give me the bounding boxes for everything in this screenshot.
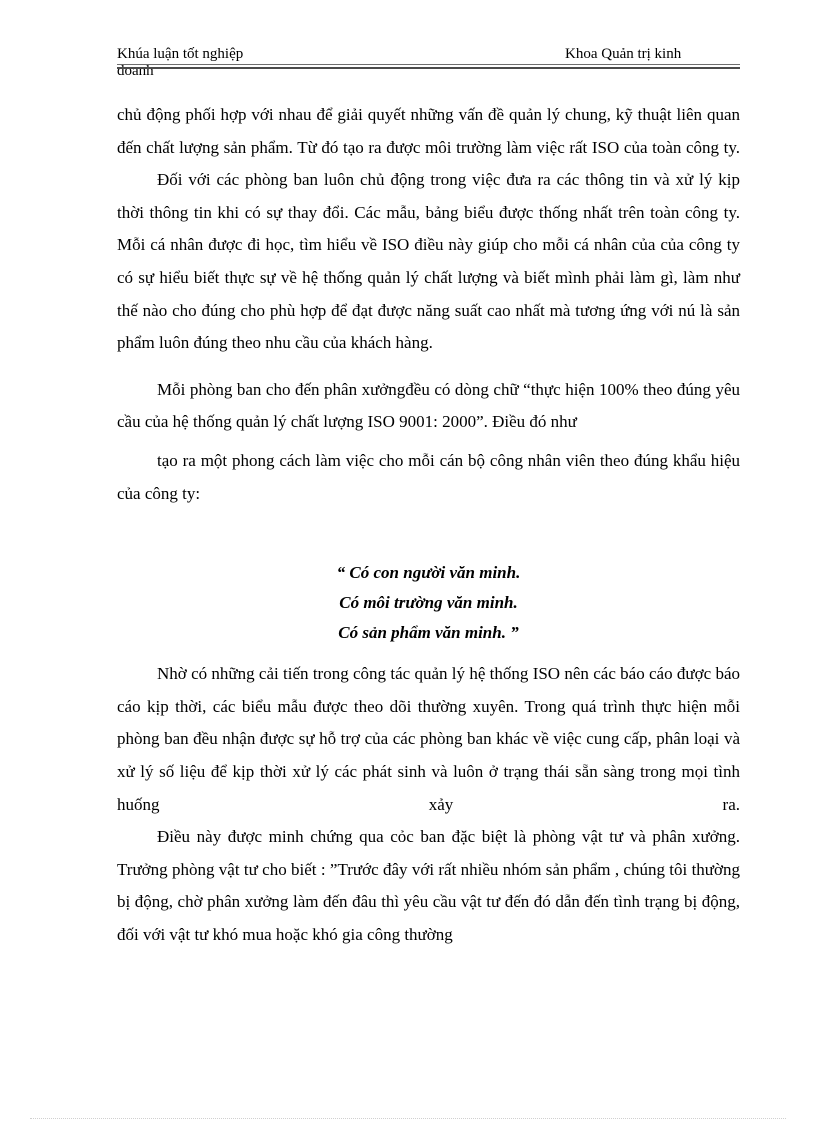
document-body xyxy=(117,99,740,951)
paragraph-5: Nhờ có những cải tiến trong công tác quản lý hệ thống ISO nên các báo cáo được báo cáo kịp thời, các biểu mẫu được theo dõi thường xuyên. Trong quá trình thực hiện mỗi phòng ban đều nhận được sự hỗ trợ của các phòng ban khác về việc cung cấp, phân loại và xử lý số liệu để kịp thời xử lý các phát sinh và luôn ở trạng thái sẵn sàng trong mọi tình huống xảy ra. xyxy=(117,664,740,814)
footer-divider xyxy=(30,1118,786,1119)
slogan-line-1: “ Có con người văn minh. xyxy=(336,563,521,583)
company-slogan xyxy=(117,558,740,648)
paragraph-2: Đối với các phòng ban luôn chủ động trong việc đưa ra các thông tin và xử lý kịp thời thông tin khi có sự thay đổi. Các mẫu, bảng biểu được thống nhất trên toàn công ty. Mỗi cá nhân được đi học, tìm hiểu về ISO điều này giúp cho mỗi cá nhân của của công ty có sự hiểu biết thực sự về hệ thống quản lý chất lượng và biết mình phải làm gì, làm như thế nào cho đúng cho phù hợp để đạt được năng suất cao nhất mà tương ứng với nú là sản phẩm luôn đúng theo nhu cầu của khách hàng. xyxy=(117,170,740,353)
header-faculty-label: Khoa Quản trị kinh xyxy=(565,46,682,62)
paragraph-6: Điều này được minh chứng qua cỏc ban đặc biệt là phòng vật tư và phân xưởng. Trưởng phòng vật tư cho biết : ”Trước đây với rất nhiều nhóm sản phẩm , chúng tôi thường bị động, chờ phân xưởng làm đến đâu thì yêu cầu vật tư đến đó dẫn đến tình trạng bị động, đối với vật tư khó mua hoặc khó gia công thường xyxy=(117,827,740,944)
slogan-line-3: Có sản phẩm văn minh. ” xyxy=(338,623,519,643)
paragraph-4: tạo ra một phong cách làm việc cho mỗi cán bộ công nhân viên theo đúng khẩu hiệu của công ty: xyxy=(117,450,740,503)
header-faculty-continuation: doanh xyxy=(117,63,154,79)
header-divider xyxy=(117,64,740,65)
header-divider-thick xyxy=(117,67,740,69)
header-thesis-label: Khúa luận tốt nghiệp xyxy=(117,46,244,62)
paragraph-1: chủ động phối hợp với nhau để giải quyết những vấn đề quản lý chung, kỹ thuật liên quan đến chất lượng sản phẩm. Từ đó tạo ra được môi trường làm việc rất ISO của toàn công ty. xyxy=(117,105,740,157)
slogan-line-2: Có môi trường văn minh. xyxy=(339,593,518,613)
paragraph-3: Mỗi phòng ban cho đến phân xưởngđều có dòng chữ “thực hiện 100% theo đúng yêu cầu của hệ thống quản lý chất lượng ISO 9001: 2000”. Điều đó như xyxy=(117,379,740,432)
